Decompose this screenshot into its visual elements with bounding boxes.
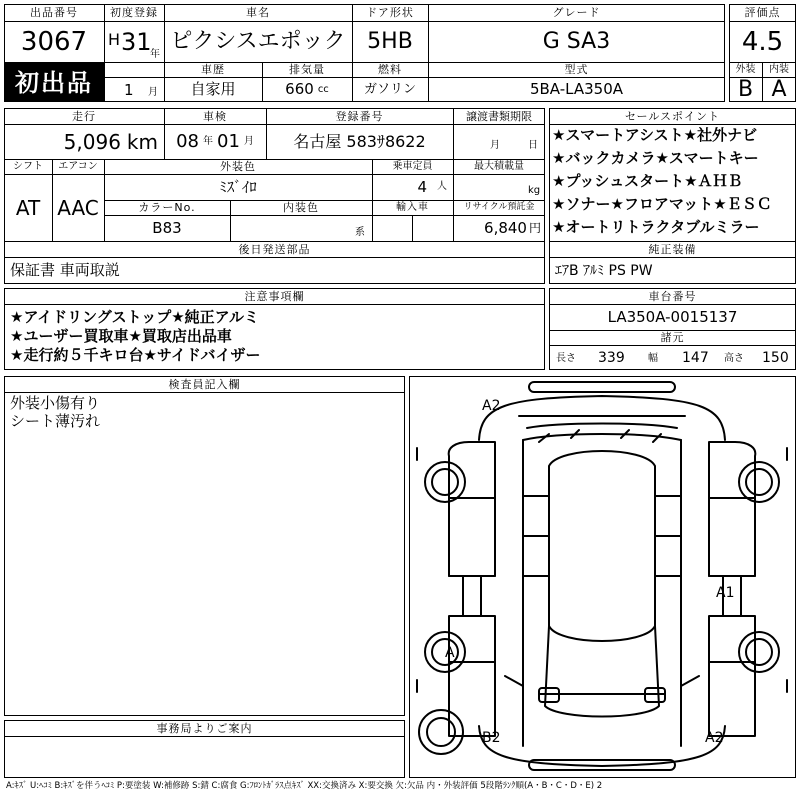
grade-label: グレード — [552, 6, 601, 19]
model-label: 型式 — [564, 63, 589, 76]
sales-line: ★スマートアシスト★社外ナビ — [552, 126, 758, 144]
length-label: 長さ — [556, 353, 576, 364]
door-label: ドア形状 — [366, 6, 414, 19]
office-label: 事務局よりご案内 — [156, 721, 253, 735]
recycle-label: リサイクル預託金 — [463, 202, 535, 212]
lot-label: 出品番号 — [30, 6, 78, 19]
reg-month-unit: 月 — [148, 87, 158, 98]
sales-line: ★ソナー★フロアマット★ＥＳＣ — [552, 195, 772, 213]
sales-label: セールスポイント — [624, 109, 720, 123]
width-label: 幅 — [648, 353, 658, 364]
recycle — [453, 215, 545, 241]
score: 4.5 — [741, 26, 784, 57]
transfer-day-unit: 日 — [528, 140, 538, 151]
notes-line: ★走行約５千キロ台★サイドバイザー — [10, 346, 261, 364]
legend: A:ｷｽﾞ U:ﾍｺﾐ B:ｷｽﾞを伴うﾍｺﾐ P:要塗装 W:補修跡 S:錆 C:腐食 G:ﾌﾛﾝﾄｶﾞﾗｽ点ｷｽﾞ XX:交換済み X:要交換 欠:欠品 内・外装評価 5段階ﾗﾝｸ順(A・B・C・D・E) 2 — [6, 781, 603, 791]
regno-label: 登録番号 — [335, 109, 384, 123]
int-color-unit: 系 — [355, 227, 365, 238]
delivery-label: 後日発送部品 — [238, 242, 311, 256]
load-unit: kg — [528, 185, 541, 196]
grade: G SA3 — [542, 28, 611, 54]
era: H — [108, 30, 121, 49]
first-listing-badge: 初出品 — [4, 63, 104, 102]
disp-value: 660 — [285, 80, 314, 98]
inspect-month-unit: 月 — [243, 135, 254, 147]
chassis-number: LA350A-0015137 — [607, 307, 738, 326]
car-name-label: 車名 — [246, 6, 270, 19]
reg-number: 名古屋 583ｻ8622 — [293, 131, 426, 151]
recycle-value: 6,840 — [484, 218, 527, 237]
ext-label: 外装 — [735, 63, 756, 75]
sales-line: ★プッシュスタート★ＡＨＢ — [552, 172, 743, 190]
shift: AT — [15, 195, 41, 220]
car-damage-diagram — [409, 376, 796, 778]
import-label: 輸入車 — [396, 201, 429, 213]
delivery: 保証書 車両取説 — [10, 261, 120, 279]
seats-unit: 人 — [437, 181, 447, 192]
int-label: 内装 — [769, 63, 789, 75]
fuel-label: 燃料 — [378, 63, 402, 76]
door-type: 5HB — [367, 28, 413, 54]
transfer-month-unit: 月 — [490, 140, 500, 151]
ac-label: エアコン — [58, 160, 98, 172]
first-reg-label: 初度登録 — [110, 6, 158, 19]
ext-grade: B — [737, 76, 754, 102]
seats — [372, 174, 453, 200]
int-color-label: 内装色 — [283, 201, 319, 214]
inspection — [164, 124, 266, 159]
inspect-year: 08 — [176, 130, 199, 152]
width: 147 — [682, 350, 709, 366]
damage-mark: B2 — [482, 730, 501, 746]
sales-line: ★バックカメラ★スマートキー — [552, 149, 759, 167]
mileage-unit: km — [126, 129, 158, 154]
int-grade: A — [771, 76, 787, 102]
history: 自家用 — [190, 80, 236, 98]
mileage — [4, 124, 164, 159]
height: 150 — [762, 350, 789, 366]
chassis-label: 車台番号 — [648, 289, 697, 303]
reg-year: 31 — [121, 28, 152, 56]
model: 5BA-LA350A — [529, 80, 624, 98]
damage-mark: A2 — [482, 398, 501, 414]
length: 339 — [598, 350, 625, 366]
reg-month: 1 — [124, 81, 134, 99]
load-label: 最大積載量 — [474, 160, 524, 172]
equip-label: 純正装備 — [648, 242, 697, 256]
disp-label: 排気量 — [289, 63, 325, 76]
inspect-year-unit: 年 — [203, 135, 213, 147]
inspect-month: 01 — [217, 130, 240, 152]
notes-label: 注意事項欄 — [244, 289, 305, 303]
shift-label: シフト — [13, 160, 43, 172]
aircon: AAC — [57, 195, 99, 220]
inspector-line: シート薄汚れ — [10, 412, 101, 430]
dims-label: 諸元 — [660, 331, 685, 344]
equipment: ｴｱB ｱﾙﾐ PS PW — [555, 262, 653, 279]
color-no: B83 — [152, 218, 182, 237]
mileage-label: 走行 — [72, 109, 96, 123]
recycle-unit: 円 — [528, 221, 541, 235]
lot-number: 3067 — [20, 26, 88, 57]
color-label: 外装色 — [220, 160, 256, 173]
fuel: ガソリン — [363, 82, 416, 97]
color: ﾐｽﾞｲﾛ — [219, 177, 257, 196]
inspection-label: 車検 — [203, 109, 227, 123]
notes-line: ★アイドリングストップ★純正アルミ — [10, 308, 260, 326]
score-label: 評価点 — [744, 6, 781, 19]
color-no-label: カラーNo. — [138, 201, 196, 214]
displacement — [262, 77, 352, 102]
transfer-label: 譲渡書類期限 — [466, 109, 532, 123]
sales-line: ★オートリトラクタブルミラー — [552, 218, 760, 236]
height-label: 高さ — [724, 353, 744, 364]
damage-mark: A1 — [716, 585, 735, 601]
seats-value: 4 — [417, 177, 427, 196]
car-name: ピクシスエポック — [170, 28, 346, 54]
history-label: 車歴 — [201, 63, 225, 76]
seats-label: 乗車定員 — [392, 160, 433, 172]
notes-line: ★ユーザー買取車★買取店出品車 — [10, 327, 232, 345]
damage-mark: A — [445, 645, 455, 661]
damage-mark: A2 — [705, 730, 724, 746]
mileage-value: 5,096 — [63, 129, 121, 154]
disp-unit: cc — [317, 83, 329, 95]
inspector-label: 検査員記入欄 — [168, 377, 241, 391]
reg-year-unit: 年 — [150, 49, 160, 60]
inspector-line: 外装小傷有り — [10, 394, 101, 412]
